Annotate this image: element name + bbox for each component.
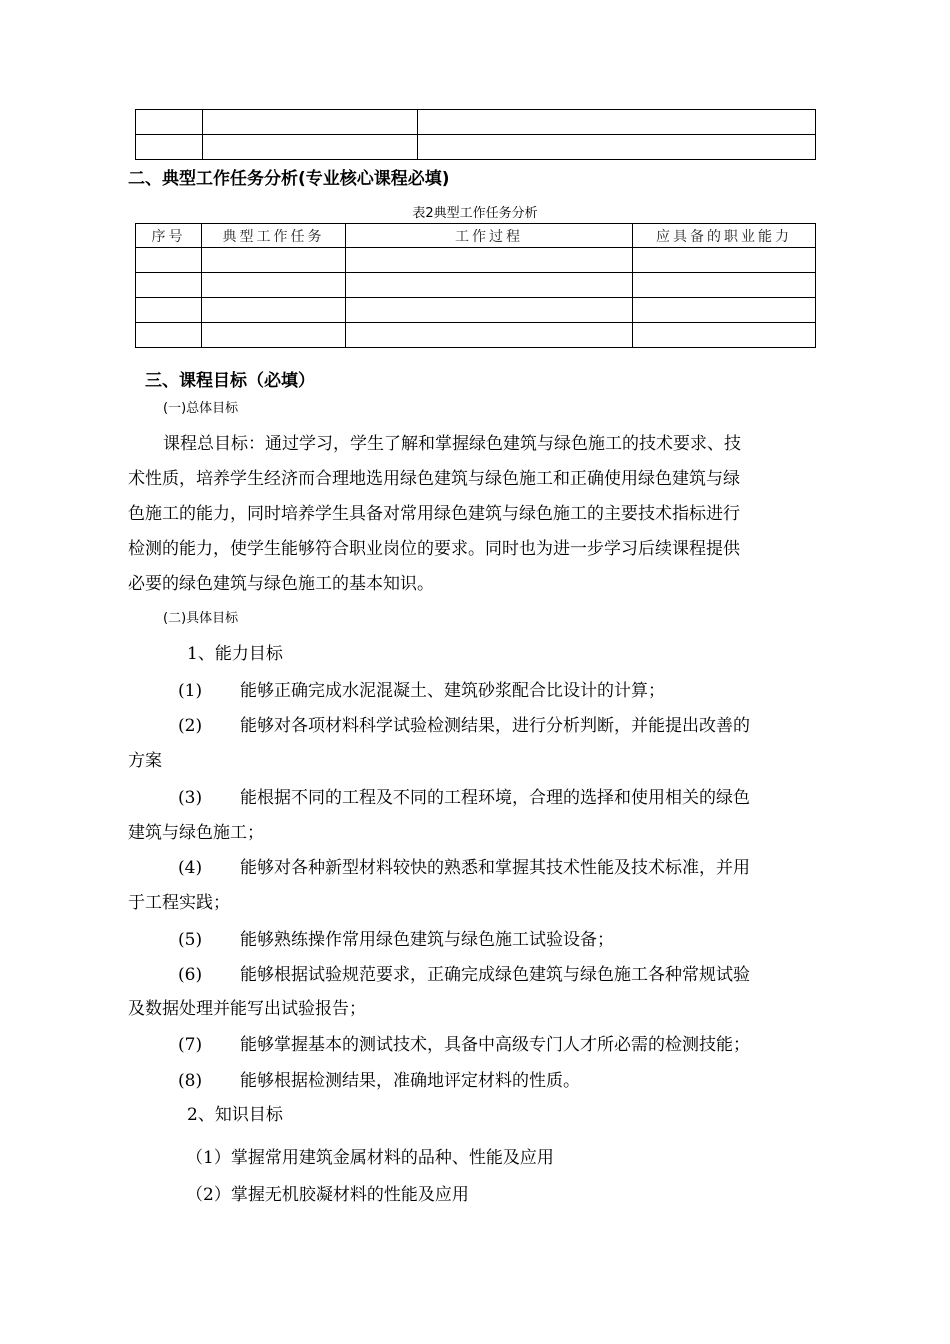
table-cell [202,298,346,323]
ability-item-5 [178,925,614,950]
table-cell [418,135,816,160]
table-caption: 表2典型工作任务分析 [412,206,538,221]
ability-goal-title: 1、能力目标 [187,644,283,664]
specific-goal-title: (二)具体目标 [163,611,239,626]
ability-item-8 [178,1066,580,1091]
ability-number: (3) [178,788,203,808]
table-cell [346,298,633,323]
table-cell [633,273,816,298]
column-header-task: 典型工作任务 [202,224,346,248]
ability-text: 能够对各种新型材料较快的熟悉和掌握其技术性能及技术标准，并用 [240,858,750,878]
ability-item-3 [178,783,750,808]
overall-goal-line-5: 必要的绿色建筑与绿色施工的基本知识。 [128,574,434,594]
table-cell [136,110,203,135]
knowledge-goal-title: 2、知识目标 [187,1105,283,1125]
ability-item-4-cont: 于工程实践； [128,893,230,913]
ability-text: 能够根据检测结果，准确地评定材料的性质。 [240,1071,580,1091]
overall-goal-line-4: 检测的能力，使学生能够符合职业岗位的要求。同时也为进一步学习后续课程提供 [128,539,740,559]
knowledge-item-2: （2）掌握无机胶凝材料的性能及应用 [186,1185,469,1205]
table-row [136,273,816,298]
table-cell [136,135,203,160]
table-row [136,248,816,273]
ability-text: 能够对各项材料科学试验检测结果，进行分析判断，并能提出改善的 [240,716,750,736]
section2-heading: 二、典型工作任务分析(专业核心课程必填) [128,169,450,189]
overall-goal-title: (一)总体目标 [163,401,239,416]
ability-number: (1) [178,681,203,701]
ability-item-4 [178,853,750,878]
ability-text: 能够熟练操作常用绿色建筑与绿色施工试验设备； [240,930,614,950]
overall-goal-line-3: 色施工的能力，同时培养学生具备对常用绿色建筑与绿色施工的主要技术指标进行 [128,504,740,524]
table-header-row [136,224,816,248]
table-cell [203,135,418,160]
table-cell [202,323,346,348]
task-analysis-table [135,223,816,348]
table-cell [136,323,202,348]
ability-text: 能够根据试验规范要求，正确完成绿色建筑与绿色施工各种常规试验 [240,965,750,985]
column-header-index: 序号 [136,224,202,248]
ability-text: 能根据不同的工程及不同的工程环境，合理的选择和使用相关的绿色 [240,788,750,808]
table-cell [633,323,816,348]
table-cell [202,273,346,298]
table-cell [346,273,633,298]
ability-text: 能够正确完成水泥混凝土、建筑砂浆配合比设计的计算； [240,681,665,701]
table-cell [203,110,418,135]
table-cell [418,110,816,135]
ability-item-1 [178,676,665,701]
overall-goal-line-2: 术性质，培养学生经济而合理地选用绿色建筑与绿色施工和正确使用绿色建筑与绿 [128,469,740,489]
ability-number: (5) [178,930,203,950]
ability-number: (8) [178,1071,203,1091]
table-cell [346,323,633,348]
ability-item-2-cont: 方案 [128,751,162,771]
ability-number: (2) [178,716,203,736]
table-cell [136,248,202,273]
table-cell [346,248,633,273]
table-row [136,323,816,348]
table-row [136,298,816,323]
table-cell [633,298,816,323]
column-header-ability: 应具备的职业能力 [633,224,816,248]
ability-item-6-cont: 及数据处理并能写出试验报告； [128,999,366,1019]
ability-text: 能够掌握基本的测试技术，具备中高级专门人才所必需的检测技能； [240,1035,750,1055]
ability-item-6 [178,960,750,985]
ability-item-3-cont: 建筑与绿色施工； [128,823,264,843]
top-table [135,109,816,160]
section3-heading: 三、课程目标（必填） [145,371,315,391]
knowledge-item-1: （1）掌握常用建筑金属材料的品种、性能及应用 [186,1148,554,1168]
overall-goal-line-1: 课程总目标：通过学习，学生了解和掌握绿色建筑与绿色施工的技术要求、技 [163,434,741,454]
ability-item-2 [178,711,750,736]
ability-number: (4) [178,858,203,878]
table-row [136,135,816,160]
column-header-process: 工作过程 [346,224,633,248]
table-cell [633,248,816,273]
table-cell [202,248,346,273]
ability-number: (7) [178,1035,203,1055]
ability-number: (6) [178,965,203,985]
table-row [136,110,816,135]
table-cell [136,298,202,323]
table-cell [136,273,202,298]
ability-item-7 [178,1030,750,1055]
